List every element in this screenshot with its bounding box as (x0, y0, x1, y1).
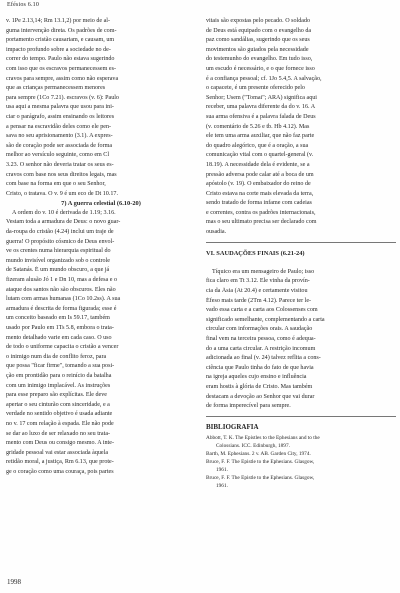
text-line: armadura é descrita de forma figurada; esse é (6, 305, 117, 312)
text-line: sendo tratado de forma infame com cadeias (206, 200, 312, 207)
text-line: paz como sandálias, sugerindo que os seus (206, 37, 310, 44)
text-line: ele tem uma arma auxiliar, que não faz parte (206, 133, 315, 140)
right-body-a (206, 17, 396, 238)
bibliography-entry: Bruce, F. F. The Epistle to the Ephesians. Glasgow, (206, 459, 315, 466)
text-line: destacam a devoção ao Senhor que vai durar (206, 393, 315, 400)
text-line: usado por Paulo em 1Ts 5.8, embora o trata- (6, 325, 114, 331)
spacer (206, 258, 396, 268)
text-line: do a uma carta circular. A restrição incomum (206, 345, 316, 352)
text-line: Vestam toda a armadura de Deus: o novo guar- (6, 219, 121, 226)
text-line: cravos para sempre, assim como não esperava (6, 75, 119, 82)
text-line: (v. comentário de 5.26 e tb. Hb 4.12). Mas (206, 123, 310, 130)
text-line: com base na forma em que o seu Senhor, (6, 181, 106, 188)
text-line: adicionada ao final (v. 24) talvez reflita a cons- (206, 355, 321, 362)
text-line: ousadia. (206, 229, 227, 236)
text-line: melhor ao versículo seguinte, como em Cl (6, 152, 110, 159)
text-line: de forma imperecível para sempre. (206, 403, 291, 410)
text-line: ge o coração como uma couraça, pois partes (6, 468, 114, 475)
text-line: pressão adversa pode calar até a boca de um (206, 171, 314, 178)
text-line: do testemunho do evangelho. Em tudo isso, (206, 56, 313, 63)
text-line: no v. 17 com relação à espada. Ele não pode (6, 420, 114, 427)
text-line: com um inimigo implacável. As instruções (6, 382, 111, 389)
text-line: apertar o seu cinturão com sinceridade, e a (6, 401, 110, 408)
text-line: na igreja aqueles cujo ensino e influência (206, 374, 307, 381)
text-line: fizeram alusão Jó 1 e Dn 10, mas a defesa e o (6, 277, 117, 284)
left-body-b (6, 209, 196, 478)
text-line: cia da Ásia (At 20.4) e certamente visitou (206, 288, 308, 295)
text-line: Cristo, o tratava. O v. 9 é um eco de Dt 10.17. (6, 190, 118, 197)
left-column (6, 17, 196, 478)
text-line: de todo o uniforme capacita o cristão a vencer (6, 344, 119, 351)
text-line: de Deus está equipado com o evangelho da (206, 27, 312, 34)
text-line: mento com Deus ou consigo mesmo. A inte- (6, 440, 114, 447)
text-line: retidão moral, a justiça, Rm 6.13, que prote- (6, 459, 114, 466)
text-line: Éfeso mais tarde (2Tm 4.12). Parece ter le- (206, 297, 312, 304)
text-line: verdade no sentido objetivo é usada adiante (6, 411, 113, 418)
text-line: mas o seu ultimato precisa ser declarado com (206, 219, 317, 226)
text-line: vado essa carta e a carta aos Colossenses com (206, 307, 318, 314)
bibliography-list (206, 434, 396, 490)
text-line: é a confiança pessoal; cf. 1Jo 5.4,5. A salvação, (206, 75, 322, 82)
section-heading-heavenly-warfare: 7) A guerra celestial (6.10-20) (61, 200, 141, 208)
text-line: impacto profundo sobre a sociedade no de- (6, 46, 111, 53)
text-line: de Satanás. É um mundo obscuro, a que já (6, 267, 110, 274)
text-line: eram hostis à glória de Cristo. Mas também (206, 383, 313, 390)
bibliography-entry: Abbott, T. K. The Epistles to the Ephesians and to the (206, 435, 320, 442)
text-line: final vem na terceira pessoa, como é adequa- (206, 336, 316, 342)
text-line: lutam com armas humanas (1Co 10.2ss). A sua (6, 296, 121, 303)
running-head: Efésios 6.10 (7, 2, 40, 8)
text-line: Cristo estava na corte mais elevada da terra, (206, 190, 314, 197)
text-line: o capacete, é um presente oferecido pelo (206, 85, 305, 92)
text-line: apóstolo (v. 19). O embaixador do reino de (206, 181, 311, 188)
text-line: cravos com base nos seus direitos legais, mas (6, 171, 117, 178)
text-line: correr do tempo. Paulo não estava sugerindo (6, 56, 115, 63)
text-line: ve os crentes numa hierarquia espiritual do (6, 248, 111, 255)
text-line: mento detalhado varie em cada caso. O uso (6, 334, 112, 341)
text-line: mundo invisível organizado sob o controle (6, 257, 110, 264)
text-line: e correntes, contra os padrões internacionais, (206, 209, 316, 216)
text-line: do quadro alegórico, que é a oração, a sua (206, 142, 309, 149)
text-line: ciência que Paulo tinha do fato de que havia (206, 364, 314, 371)
text-line: se dar ao luxo de ser relaxado no seu trata- (6, 430, 111, 437)
text-line: que possa "ficar firme", tomando a sua posi- (6, 363, 115, 370)
text-line: Senhor; Usem ("Tomai"; ARA) significa aqui (206, 94, 318, 101)
text-line: um conceito baseado em Is 59.17, também (6, 315, 110, 322)
text-line: Tíquico era um mensageiro de Paulo; isso (212, 268, 315, 275)
text-line: um escudo é necessário, e o que fornece isso (206, 65, 315, 72)
text-line: 3.23. O senhor não deveria tratar os seus es- (6, 161, 114, 168)
bibliography-entry: 1961. (216, 467, 228, 474)
text-line: vitais são expostas pelo pecado. O soldado (206, 18, 311, 24)
text-line: movimentos são guiados pela necessidade (206, 46, 309, 53)
text-line: guerra! O propósito cósmico de Deus envol- (6, 238, 115, 245)
section-heading-final-greetings: VI. SAUDAÇÕES FINAIS (6.21-24) (206, 249, 305, 257)
text-line: são de coração pode ser associada de forma (6, 142, 113, 149)
text-line: comunicação vital com o quartel-general (v. (206, 152, 314, 159)
text-line: para esse preparo são explícitas. Ele deve (6, 392, 108, 399)
bibliography-heading: BIBLIOGRAFIA (206, 422, 259, 431)
text-line: ciar o parágrafo, assim ensinando os leitores (6, 113, 115, 120)
text-line: sua arma ofensiva é a palavra falada de Deus (206, 113, 316, 120)
bibliography-entry: Bruce, F. F. The Epistle to the Ephesians. Glasgow, (206, 475, 315, 482)
text-line: circular com informações orais. A saudação (206, 326, 313, 333)
text-line: ataque dos santos não são obscuros. Eles não (6, 286, 116, 293)
text-line: fica claro em Tt 3.12. Ele vinha da provín- (206, 278, 310, 285)
text-line: o inimigo num dia de conflito feroz, para (6, 353, 107, 360)
text-line: receber, uma palavra diferente da do v. 16. A (206, 104, 316, 111)
text-line: usa aqui a mesma palavra que usou para ini- (6, 104, 114, 111)
right-body-b (206, 268, 396, 412)
left-body-a (6, 17, 196, 199)
text-line: v. 1Pe 2.13,14; Rm 13.1,2) por meio de al- (6, 18, 111, 24)
text-line: guma intervenção direta. Os padrões de com- (6, 27, 117, 34)
section-divider (206, 242, 396, 243)
bibliography-entry: Colossians. ICC. Edinburgh, 1897. (216, 443, 290, 450)
text-line: sava no seu aprisionamento (3.1). A expres- (6, 133, 113, 140)
text-line: portamento cristão causariam, e causam, um (6, 37, 115, 44)
page-number: 1998 (7, 578, 21, 586)
text-line: com isso que os escravos permanecessem es- (6, 65, 116, 72)
bibliography-divider (206, 416, 396, 417)
text-line: para sempre (1Co 7.21). escravos (v. 6): Paulo (6, 94, 119, 101)
bibliography-entry: 1961. (216, 483, 228, 490)
text-line: A ordem do v. 10 é derivada de 1.19; 3.16. (12, 209, 116, 216)
text-line: 18.19). A necessidade dela é evidente, se a (206, 161, 310, 168)
text-line: significado semelhante, complementando a carta (206, 316, 325, 323)
right-column (206, 17, 396, 490)
text-line: ção em prontidão para o reinício da batalha (6, 372, 112, 379)
text-line: a pensar na escravidão deles como ele pen- (6, 123, 112, 130)
bibliography-entry: Barth, M. Ephesians. 2 v. AB. Garden City, 1974. (206, 451, 311, 458)
text-line: gridade pessoal vai estar associada àquela (6, 449, 109, 456)
text-line: que as crianças permanecessem menores (6, 85, 106, 92)
text-line: da-roupa do cristão (4.24) inclui um traje de (6, 229, 114, 236)
